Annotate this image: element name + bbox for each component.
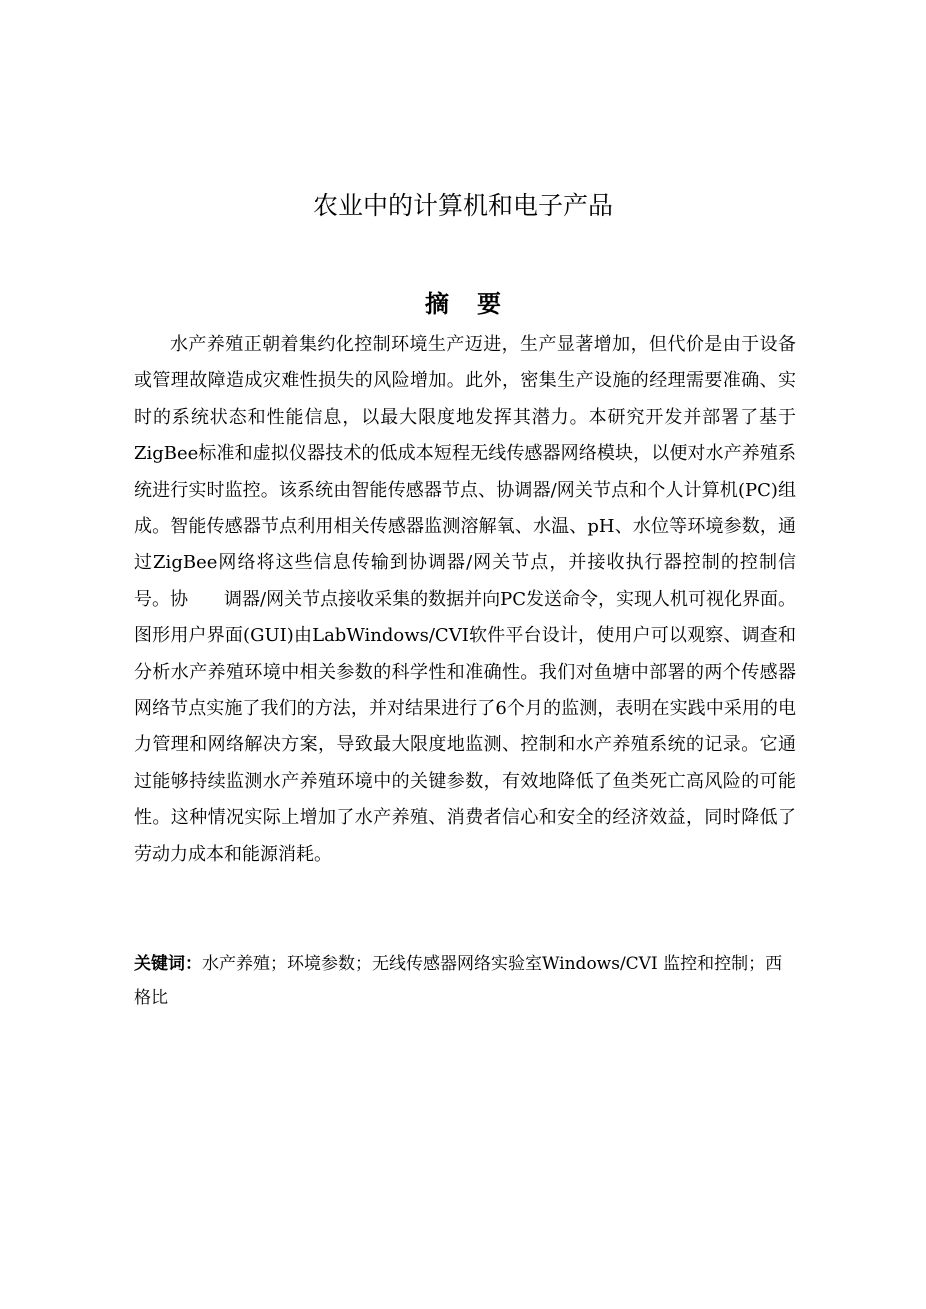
abstract-heading: 摘要 bbox=[425, 290, 529, 318]
keywords-section bbox=[134, 947, 796, 1015]
keywords-label: 关键词： bbox=[134, 954, 202, 974]
abstract-body: 水产养殖正朝着集约化控制环境生产迈进，生产显著增加，但代价是由于设备或管理故障造成灾难性损失的风险增加。此外，密集生产设施的经理需要准确、实时的系统状态和性能信息，以最大限度地发挥其潜力。本研究开发并部署了基于ZigBee标准和虚拟仪器技术的低成本短程无线传感器网络模块，以便对水产养殖系统进行实时监控。该系统由智能传感器节点、协调器/网关节点和个人计算机(PC)组成。智能传感器节点利用相关传感器监测溶解氧、水温、pH、水位等环境参数，通过ZigBee网络将这些信息传输到协调器/网关节点，并接收执行器控制的控制信号。协 调器/网关节点接收采集的数据并向PC发送命令，实现人机可视化界面。图形用户界面(GUI)由LabWindows/CVI软件平台设计，使用户可以观察、调查和分析水产养殖环境中相关参数的科学性和准确性。我们对鱼塘中部署的两个传感器网络节点实施了我们的方法，并对结果进行了6个月的监测，表明在实践中采用的电力管理和网络解决方案，导致最大限度地监测、控制和水产养殖系统的记录。它通过能够持续监测水产养殖环境中的关键参数，有效地降低了鱼类死亡高风险的可能性。这种情况实际上增加了水产养殖、消费者信心和安全的经济效益，同时降低了劳动力成本和能源消耗。 bbox=[134, 334, 796, 865]
keywords-text: 水产养殖；环境参数；无线传感器网络实验室Windows/CVI 监控和控制；西格比 bbox=[134, 954, 783, 1008]
document-title: 农业中的计算机和电子产品 bbox=[312, 191, 613, 220]
